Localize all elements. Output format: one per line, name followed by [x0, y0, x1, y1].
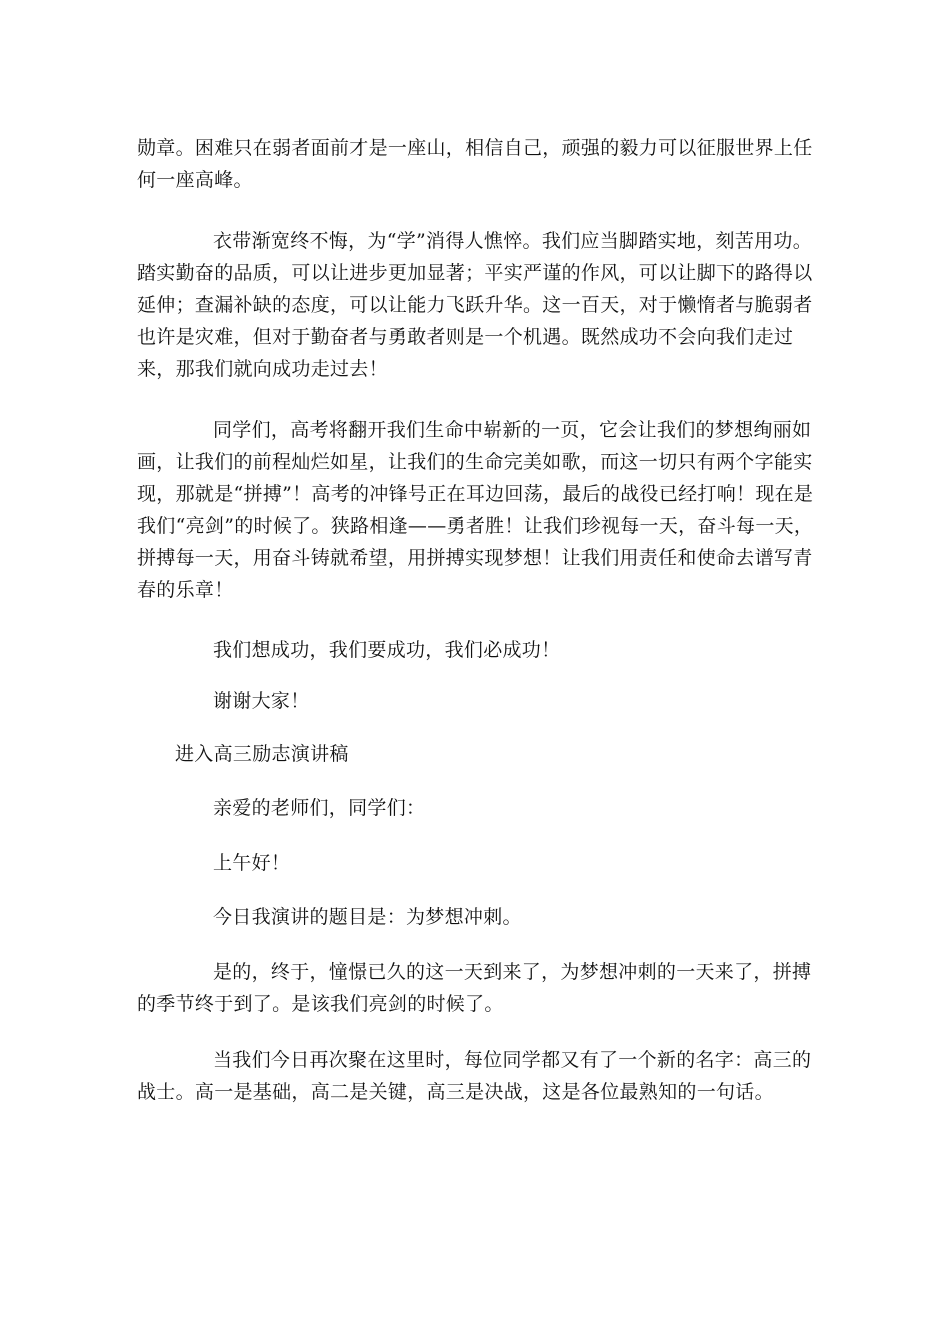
paragraph-thanks: 谢谢大家！	[213, 690, 310, 712]
section-title: 进入高三励志演讲稿	[175, 743, 349, 765]
paragraph-topic: 今日我演讲的题目是：为梦想冲刺。	[213, 906, 522, 928]
paragraph-finally: 是的，终于，憧憬已久的这一天到来了，为梦想冲刺的一天来了，拼搏的季节终于到了。是该我们亮剑的时候了。	[137, 961, 812, 1015]
paragraph-good-morning: 上午好！	[213, 852, 291, 874]
paragraph-study-hard: 衣带渐宽终不悔，为“学”消得人憔悴。我们应当脚踏实地，刻苦用功。踏实勤奋的品质，可以让进步更加显著；平实严谨的作风，可以让脚下的路得以延伸；查漏补缺的态度，可以让能力飞跃升华。这一百天，对于懒惰者与脆弱者也许是灾难，但对于勤奋者与勇敢者则是一个机遇。既然成功不会向我们走过来，那我们就向成功走过去！	[137, 230, 813, 380]
paragraph-classmates: 同学们，高考将翻开我们生命中崭新的一页，它会让我们的梦想绚丽如画，让我们的前程灿烂如星，让我们的生命完美如歌，而这一切只有两个字能实现，那就是“拼搏”！高考的冲锋号正在耳边回荡，最后的战役已经打响！现在是我们“亮剑”的时候了。狭路相逢——勇者胜！让我们珍视每一天，奋斗每一天，拼搏每一天，用奋斗铸就希望，用拼搏实现梦想！让我们用责任和使命去谱写青春的乐章！	[137, 419, 814, 601]
paragraph-warriors: 当我们今日再次聚在这里时，每位同学都又有了一个新的名字：高三的战士。高一是基础，高二是关键，高三是决战，这是各位最熟知的一句话。	[137, 1049, 812, 1103]
paragraph-greeting: 亲爱的老师们，同学们：	[213, 797, 426, 819]
paragraph-continuation: 勋章。困难只在弱者面前才是一座山，相信自己，顽强的毅力可以征服世界上任何一座高峰。	[137, 137, 813, 191]
paragraph-we-want-success: 我们想成功，我们要成功，我们必成功！	[213, 639, 561, 661]
